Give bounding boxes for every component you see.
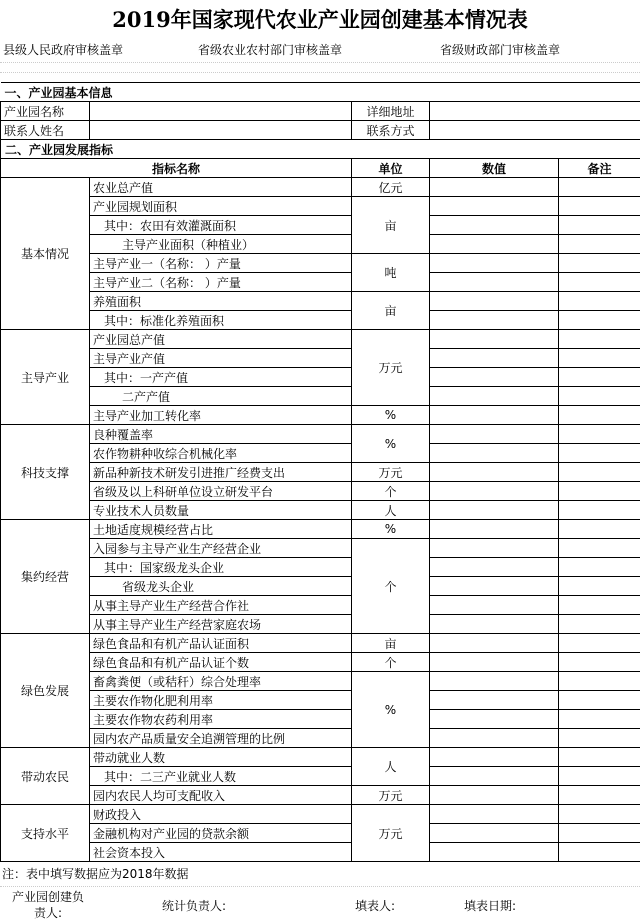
- value-cell[interactable]: [430, 482, 559, 501]
- value-cell[interactable]: [430, 577, 559, 596]
- indicator-label: 带动就业人数: [90, 748, 352, 767]
- table-row: [1, 273, 640, 292]
- table-row: [1, 425, 640, 444]
- indicator-label: 主要农作物农药利用率: [90, 710, 352, 729]
- unit-cell: 人: [352, 501, 430, 520]
- remark-cell[interactable]: [559, 596, 640, 615]
- indicator-label: 二产产值: [90, 387, 352, 406]
- indicator-label: 养殖面积: [90, 292, 352, 311]
- remark-cell[interactable]: [559, 748, 640, 767]
- address-field[interactable]: [430, 102, 640, 121]
- remark-cell[interactable]: [559, 653, 640, 672]
- remark-cell[interactable]: [559, 178, 640, 197]
- table-row: [1, 710, 640, 729]
- gridline: [0, 72, 640, 73]
- indicator-label: 绿色食品和有机产品认证面积: [90, 634, 352, 653]
- section-row: [1, 140, 640, 159]
- indicator-label: 财政投入: [90, 805, 352, 824]
- table-row: [1, 767, 640, 786]
- indicator-label: 其中：农田有效灌溉面积: [90, 216, 352, 235]
- indicator-label: 园内农民人均可支配收入: [90, 786, 352, 805]
- county-stamp-label: 县级人民政府审核盖章: [3, 41, 123, 58]
- category-label: 主导产业: [1, 330, 90, 425]
- unit-cell: 人: [352, 748, 430, 786]
- value-cell[interactable]: [430, 368, 559, 387]
- value-cell[interactable]: [430, 843, 559, 862]
- table-row: [1, 349, 640, 368]
- table-row: [1, 254, 640, 273]
- remark-cell[interactable]: [559, 444, 640, 463]
- filler-label: 填表人:: [355, 897, 395, 914]
- table-row: [1, 444, 640, 463]
- table-row: [1, 634, 640, 653]
- remark-cell[interactable]: [559, 805, 640, 824]
- table-row: [1, 786, 640, 805]
- remark-cell[interactable]: [559, 824, 640, 843]
- indicator-label: 产业园总产值: [90, 330, 352, 349]
- table-row: [1, 330, 640, 349]
- category-label: 支持水平: [1, 805, 90, 862]
- value-cell[interactable]: [430, 501, 559, 520]
- value-cell[interactable]: [430, 748, 559, 767]
- header-row: [1, 159, 640, 178]
- value-cell[interactable]: [430, 691, 559, 710]
- remark-cell[interactable]: [559, 843, 640, 862]
- value-cell[interactable]: [430, 444, 559, 463]
- value-cell[interactable]: [430, 615, 559, 634]
- remark-cell[interactable]: [559, 197, 640, 216]
- park-name-label: 产业园名称: [1, 102, 90, 121]
- table-row: [1, 748, 640, 767]
- unit-cell: 亩: [352, 634, 430, 653]
- unit-cell: %: [352, 520, 430, 539]
- section-row: [1, 83, 640, 102]
- value-cell[interactable]: [430, 197, 559, 216]
- indicator-label: 主导产业面积（种植业）: [90, 235, 352, 254]
- indicator-label: 其中：二三产业就业人数: [90, 767, 352, 786]
- park-name-field[interactable]: [90, 102, 352, 121]
- value-cell[interactable]: [430, 425, 559, 444]
- table-row: [1, 501, 640, 520]
- table-row: [1, 558, 640, 577]
- indicator-label: 主要农作物化肥利用率: [90, 691, 352, 710]
- value-cell[interactable]: [430, 254, 559, 273]
- finance-stamp-label: 省级财政部门审核盖章: [440, 41, 560, 58]
- indicator-label: 省级龙头企业: [90, 577, 352, 596]
- unit-cell: 万元: [352, 463, 430, 482]
- unit-cell: %: [352, 672, 430, 748]
- unit-cell: %: [352, 425, 430, 463]
- unit-cell: 万元: [352, 805, 430, 862]
- value-cell[interactable]: [430, 273, 559, 292]
- unit-cell: 亩: [352, 197, 430, 254]
- value-cell[interactable]: [430, 805, 559, 824]
- header-unit: 单位: [352, 159, 430, 178]
- gridline: [0, 62, 640, 63]
- value-cell[interactable]: [430, 672, 559, 691]
- remark-cell[interactable]: [559, 710, 640, 729]
- value-cell[interactable]: [430, 330, 559, 349]
- table-row: [1, 292, 640, 311]
- table-row: [1, 824, 640, 843]
- indicator-label: 主导产业产值: [90, 349, 352, 368]
- table-row: [1, 672, 640, 691]
- table-row: [1, 653, 640, 672]
- remark-cell[interactable]: [559, 501, 640, 520]
- agri-stamp-label: 省级农业农村部门审核盖章: [198, 41, 342, 58]
- table-row: [1, 216, 640, 235]
- indicator-label: 绿色食品和有机产品认证个数: [90, 653, 352, 672]
- category-label: 绿色发展: [1, 634, 90, 748]
- indicator-label: 新品种新技术研发引进推广经费支出: [90, 463, 352, 482]
- indicator-label: 主导产业二（名称： ）产量: [90, 273, 352, 292]
- remark-cell[interactable]: [559, 292, 640, 311]
- value-cell[interactable]: [430, 767, 559, 786]
- remark-cell[interactable]: [559, 634, 640, 653]
- remark-cell[interactable]: [559, 273, 640, 292]
- indicator-label: 园内农产品质量安全追溯管理的比例: [90, 729, 352, 748]
- value-cell[interactable]: [430, 349, 559, 368]
- table-row: [1, 615, 640, 634]
- remark-cell[interactable]: [559, 406, 640, 425]
- park-leader-label: 产业园创建负责人:: [12, 889, 84, 921]
- remark-cell[interactable]: [559, 254, 640, 273]
- remark-cell[interactable]: [559, 482, 640, 501]
- indicator-label: 其中：标准化养殖面积: [90, 311, 352, 330]
- value-cell[interactable]: [430, 387, 559, 406]
- address-label: 详细地址: [352, 102, 430, 121]
- remark-cell[interactable]: [559, 387, 640, 406]
- table-row: [1, 197, 640, 216]
- phone-field[interactable]: [430, 121, 640, 140]
- category-label: 科技支撑: [1, 425, 90, 520]
- value-cell[interactable]: [430, 178, 559, 197]
- table-row: [1, 235, 640, 254]
- indicator-label: 其中：国家级龙头企业: [90, 558, 352, 577]
- value-cell[interactable]: [430, 824, 559, 843]
- remark-cell[interactable]: [559, 463, 640, 482]
- remark-cell[interactable]: [559, 235, 640, 254]
- category-label: 集约经营: [1, 520, 90, 634]
- indicator-label: 主导产业一（名称： ）产量: [90, 254, 352, 273]
- value-cell[interactable]: [430, 311, 559, 330]
- value-cell[interactable]: [430, 710, 559, 729]
- indicator-label: 农业总产值: [90, 178, 352, 197]
- value-cell[interactable]: [430, 216, 559, 235]
- remark-cell[interactable]: [559, 558, 640, 577]
- remark-cell[interactable]: [559, 729, 640, 748]
- table-row: [1, 577, 640, 596]
- indicator-label: 产业园规划面积: [90, 197, 352, 216]
- remark-cell[interactable]: [559, 368, 640, 387]
- value-cell[interactable]: [430, 786, 559, 805]
- table-row: [1, 691, 640, 710]
- remark-cell[interactable]: [559, 615, 640, 634]
- unit-cell: 亩: [352, 292, 430, 330]
- indicator-label: 从事主导产业生产经营家庭农场: [90, 615, 352, 634]
- table-row: [1, 311, 640, 330]
- unit-cell: %: [352, 406, 430, 425]
- remark-cell[interactable]: [559, 349, 640, 368]
- table-row: [1, 596, 640, 615]
- indicator-label: 社会资本投入: [90, 843, 352, 862]
- info-table: [0, 82, 640, 862]
- header-indicator: 指标名称: [1, 159, 352, 178]
- table-row: [1, 729, 640, 748]
- footer-note: 注：表中填写数据应为2018年数据: [0, 864, 640, 884]
- remark-cell[interactable]: [559, 767, 640, 786]
- table-row: [1, 843, 640, 862]
- value-cell[interactable]: [430, 634, 559, 653]
- value-cell[interactable]: [430, 558, 559, 577]
- category-label: 带动农民: [1, 748, 90, 805]
- indicator-label: 良种覆盖率: [90, 425, 352, 444]
- contact-label: 联系人姓名: [1, 121, 90, 140]
- value-cell[interactable]: [430, 463, 559, 482]
- value-cell[interactable]: [430, 653, 559, 672]
- value-cell[interactable]: [430, 539, 559, 558]
- section2-title: 二、产业园发展指标: [1, 140, 640, 159]
- table-row: [1, 387, 640, 406]
- value-cell[interactable]: [430, 292, 559, 311]
- table-row: [1, 539, 640, 558]
- value-cell[interactable]: [430, 520, 559, 539]
- unit-cell: 个: [352, 653, 430, 672]
- stamp-row: [0, 38, 640, 60]
- contact-field[interactable]: [90, 121, 352, 140]
- indicator-label: 其中：一产产值: [90, 368, 352, 387]
- remark-cell[interactable]: [559, 539, 640, 558]
- table-row: [1, 406, 640, 425]
- remark-cell[interactable]: [559, 425, 640, 444]
- table-row: [1, 178, 640, 197]
- table-row: [1, 482, 640, 501]
- unit-cell: 亿元: [352, 178, 430, 197]
- value-cell[interactable]: [430, 406, 559, 425]
- table-row: [1, 463, 640, 482]
- unit-cell: 万元: [352, 786, 430, 805]
- section1-title: 一、产业园基本信息: [1, 83, 640, 102]
- category-label: 基本情况: [1, 178, 90, 330]
- fill-date-label: 填表日期:: [464, 897, 516, 914]
- remark-cell[interactable]: [559, 672, 640, 691]
- unit-cell: 万元: [352, 330, 430, 406]
- remark-cell[interactable]: [559, 311, 640, 330]
- indicator-label: 金融机构对产业园的贷款余额: [90, 824, 352, 843]
- unit-cell: 个: [352, 482, 430, 501]
- remark-cell[interactable]: [559, 520, 640, 539]
- table-row: [1, 368, 640, 387]
- remark-cell[interactable]: [559, 691, 640, 710]
- value-cell[interactable]: [430, 596, 559, 615]
- signature-row: [0, 886, 640, 923]
- table-row: [1, 520, 640, 539]
- footer: [0, 864, 640, 884]
- value-cell[interactable]: [430, 235, 559, 254]
- remark-cell[interactable]: [559, 330, 640, 349]
- stat-leader-label: 统计负责人:: [162, 897, 226, 914]
- remark-cell[interactable]: [559, 786, 640, 805]
- phone-label: 联系方式: [352, 121, 430, 140]
- table-row: [1, 805, 640, 824]
- unit-cell: 吨: [352, 254, 430, 292]
- indicator-label: 主导产业加工转化率: [90, 406, 352, 425]
- header-value: 数值: [430, 159, 559, 178]
- value-cell[interactable]: [430, 729, 559, 748]
- header-remark: 备注: [559, 159, 640, 178]
- indicator-label: 农作物耕种收综合机械化率: [90, 444, 352, 463]
- indicator-label: 土地适度规模经营占比: [90, 520, 352, 539]
- indicator-label: 专业技术人员数量: [90, 501, 352, 520]
- indicator-label: 入园参与主导产业生产经营企业: [90, 539, 352, 558]
- indicator-label: 省级及以上科研单位设立研发平台: [90, 482, 352, 501]
- table-row: [1, 102, 640, 121]
- unit-cell: 个: [352, 539, 430, 634]
- table-row: [1, 121, 640, 140]
- indicator-label: 畜禽粪便（或秸秆）综合处理率: [90, 672, 352, 691]
- remark-cell[interactable]: [559, 577, 640, 596]
- remark-cell[interactable]: [559, 216, 640, 235]
- indicator-label: 从事主导产业生产经营合作社: [90, 596, 352, 615]
- page-title: 2019年国家现代农业产业园创建基本情况表: [0, 0, 640, 38]
